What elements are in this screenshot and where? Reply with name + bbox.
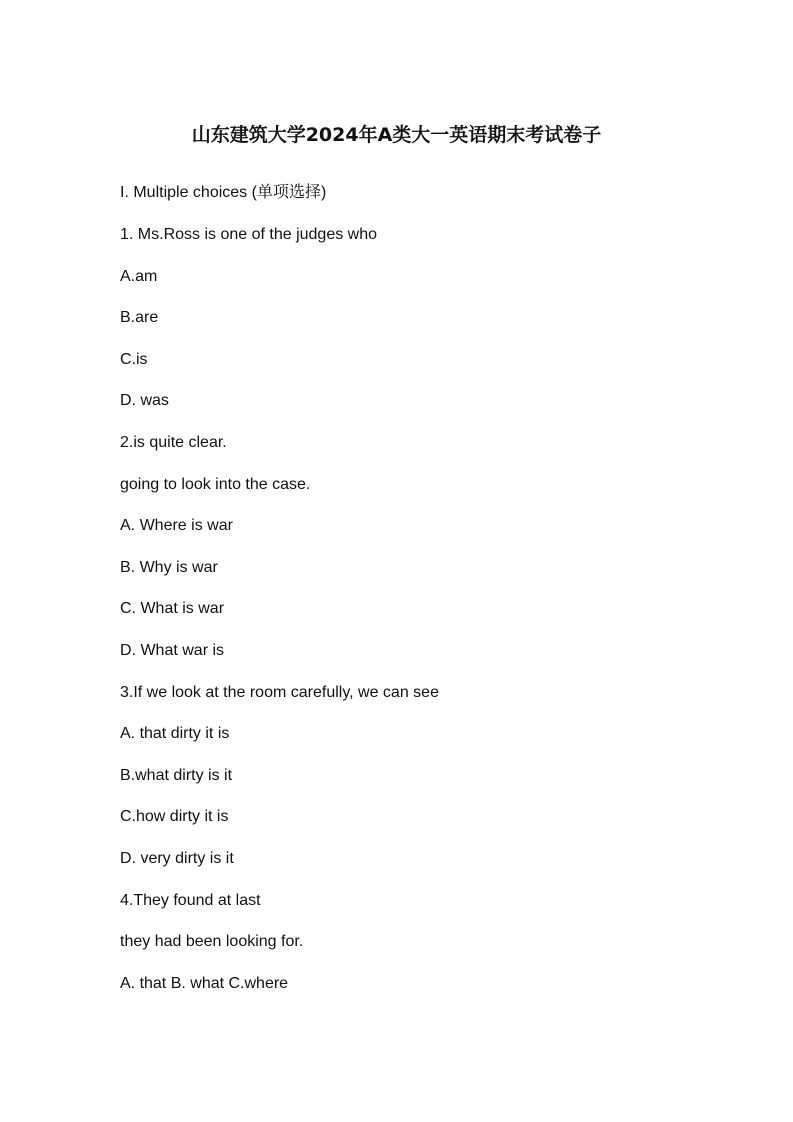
question-1-option-a: A.am: [120, 268, 158, 285]
question-2-text: 2.is quite clear.: [120, 434, 227, 451]
question-4-text: 4.They found at last: [120, 892, 261, 909]
question-3-option-b: B.what dirty is it: [120, 767, 233, 784]
question-1-option-c: C.is: [120, 351, 148, 368]
question-3-text: 3.If we look at the room carefully, we can see: [120, 684, 439, 701]
question-2-option-a: A. Where is war: [120, 517, 233, 534]
question-1-option-b: B.are: [120, 309, 159, 326]
question-1-option-d: D. was: [120, 392, 169, 409]
question-2-text-continued: going to look into the case.: [120, 476, 311, 493]
question-1-text: 1. Ms.Ross is one of the judges who: [120, 226, 378, 243]
section-heading: I. Multiple choices (单项选择): [120, 184, 327, 201]
question-2-option-c: C. What is war: [120, 600, 225, 617]
question-2-option-b: B. Why is war: [120, 559, 218, 576]
question-3-option-a: A. that dirty it is: [120, 725, 230, 742]
question-4-text-continued: they had been looking for.: [120, 933, 304, 950]
question-3-option-c: C.how dirty it is: [120, 808, 229, 825]
document-title: 山东建筑大学2024年A类大一英语期末考试卷子: [191, 124, 602, 146]
question-2-option-d: D. What war is: [120, 642, 225, 659]
question-3-option-d: D. very dirty is it: [120, 850, 234, 867]
question-4-options: A. that B. what C.where: [120, 975, 289, 992]
